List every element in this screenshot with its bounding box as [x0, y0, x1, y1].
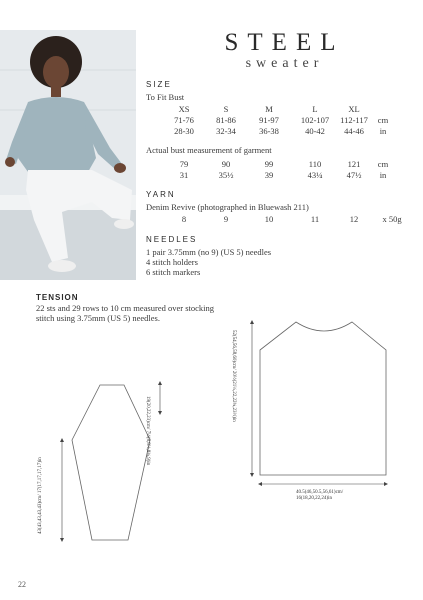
sleeve-length-cm: 43(43,43,43,43)cm/ — [38, 494, 43, 534]
sleeve-top-dimension — [145, 396, 150, 465]
unit-label: in — [379, 126, 387, 136]
body-length-dimension — [231, 330, 236, 422]
title-main: STEEL — [224, 29, 345, 56]
sleeve-top-cm: 19(20,22,23)cm/ — [145, 396, 150, 430]
yarn-count: 8 — [181, 214, 187, 224]
size-in-value: 28-30 — [174, 126, 194, 136]
body-width-in: 16(18,20,22,24)in — [296, 496, 332, 501]
size-cm-value: 71-76 — [174, 115, 194, 125]
unit-label: cm — [377, 115, 389, 125]
size-label: M — [265, 104, 273, 114]
body-width-dimension — [296, 490, 343, 502]
actual-cm-value: 121 — [347, 159, 361, 169]
tension-text: 22 sts and 29 rows to 10 cm measured over stocking stitch using 3.75mm (US 5) needles. — [36, 303, 214, 323]
size-cm-value: 102-107 — [300, 115, 330, 125]
tension-heading: TENSION — [36, 293, 79, 302]
size-cm-value: 91-97 — [259, 115, 279, 125]
size-label: L — [312, 104, 318, 114]
size-in-value: 36-38 — [259, 126, 279, 136]
actual-cm-value: 90 — [221, 159, 231, 169]
sleeve-length-in: 17(17,17,17,17)in — [38, 457, 43, 494]
size-in-value: 44-46 — [344, 126, 364, 136]
size-label: XL — [348, 104, 360, 114]
yarn-count: 12 — [349, 214, 359, 224]
sleeve-top-in: 7½(8,8½,8¾,9)in — [145, 430, 150, 466]
yarn-count: 9 — [223, 214, 229, 224]
size-heading: SIZE — [146, 80, 172, 89]
size-in-value: 40-42 — [305, 126, 325, 136]
actual-in-value: 35½ — [218, 170, 234, 180]
actual-in-value: 47½ — [346, 170, 362, 180]
size-label: S — [223, 104, 229, 114]
needles-item: 6 stitch markers — [146, 267, 201, 277]
body-schematic — [250, 320, 388, 486]
actual-cm-value: 79 — [179, 159, 189, 169]
needles-item: 4 stitch holders — [146, 257, 198, 267]
yarn-note: (photographed in Bluewash 211) — [195, 202, 309, 212]
yarn-heading: YARN — [146, 190, 176, 199]
size-label: XS — [178, 104, 190, 114]
actual-cm-value: 99 — [264, 159, 274, 169]
needles-heading: NEEDLES — [146, 235, 198, 244]
body-length-in: 20½(21¼,22,22¾,23½)in — [231, 370, 236, 422]
size-cm-value: 81-86 — [216, 115, 236, 125]
title-sub: sweater — [245, 56, 324, 71]
sleeve-length-dimension — [38, 457, 43, 534]
actual-in-value: 31 — [179, 170, 189, 180]
size-cm-value: 112-117 — [340, 115, 368, 125]
actual-heading: Actual bust measurement of garment — [146, 145, 272, 155]
yarn-name: Denim Revive — [146, 202, 196, 212]
unit-label: cm — [377, 159, 389, 169]
body-width-cm: 40.5(46,50.5,56,61)cm/ — [296, 490, 344, 495]
size-subheading: To Fit Bust — [146, 92, 185, 102]
needles-item: 1 pair 3.75mm (no 9) (US 5) needles — [146, 247, 272, 257]
actual-cm-value: 110 — [308, 159, 322, 169]
actual-in-value: 39 — [264, 170, 274, 180]
yarn-count: 10 — [264, 214, 274, 224]
yarn-unit: x 50g — [382, 214, 402, 224]
body-length-cm: 52(54,56,58,60)cm/ — [231, 330, 236, 370]
actual-in-value: 43¼ — [307, 170, 323, 180]
size-in-value: 32-34 — [216, 126, 236, 136]
yarn-count: 11 — [310, 214, 320, 224]
unit-label: in — [379, 170, 387, 180]
page-number: 22 — [18, 580, 26, 589]
